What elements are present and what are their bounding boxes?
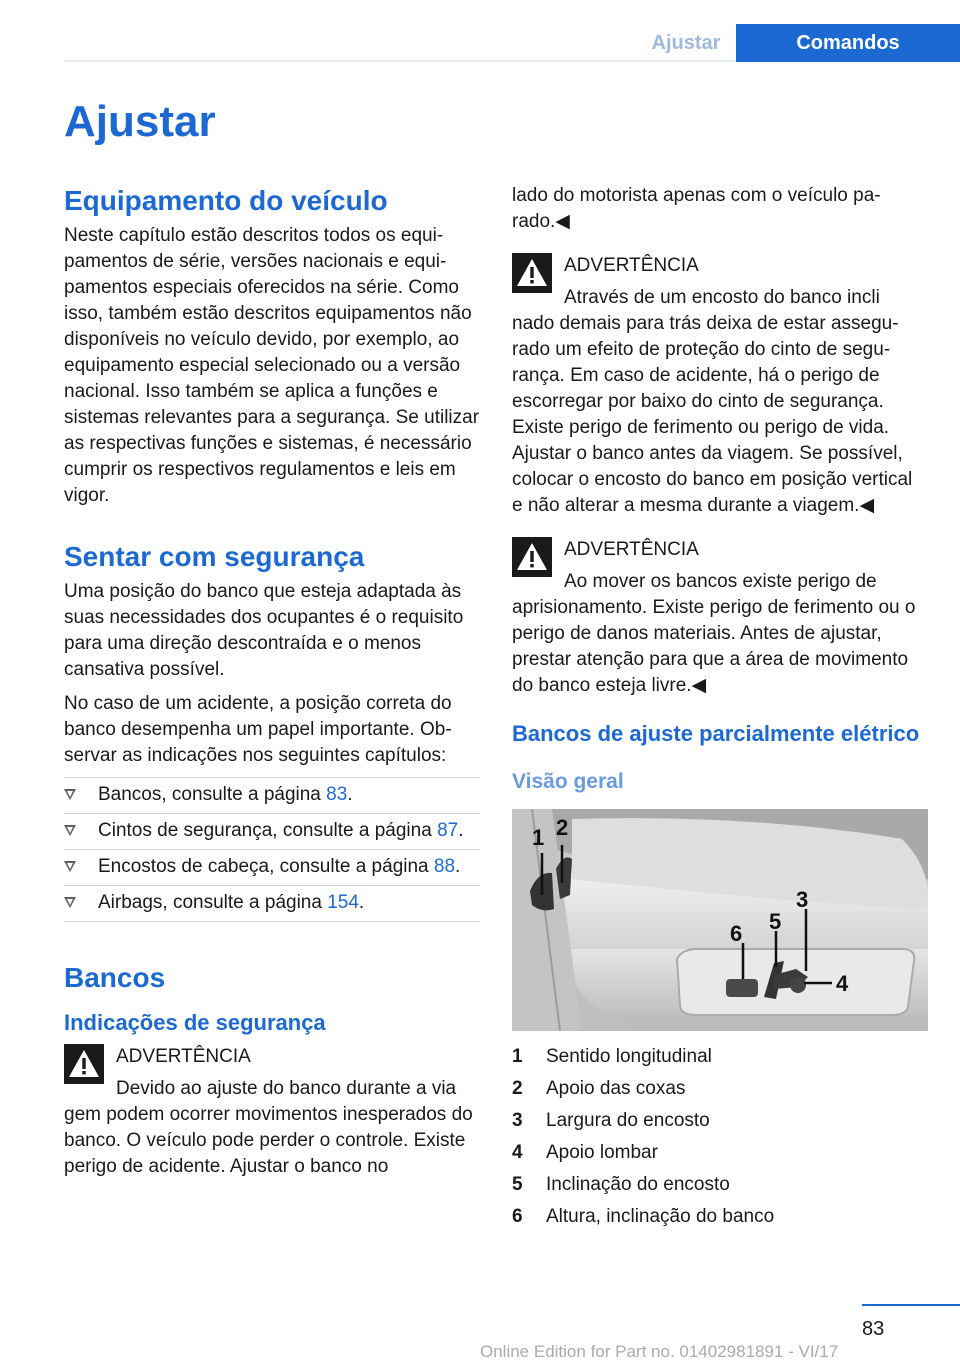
warning-label: ADVERTÊNCIA [564, 539, 699, 560]
bullet-triangle-icon [64, 861, 76, 872]
equipment-paragraph: Neste capítulo estão descritos todos os equipamentos de série, versões nacionais e equipamentos especiais oferecidos na série. Como isso, também estão descritos equipamentos não disponíveis no veículo devido, por exemplo, ao equipamento especial selecionado ou a versão nacional. Isso também se aplica a funções e sistemas relevantes para a segurança. Se utilizar as respectivas funções e sistemas, é necessário cumprir os respectivos regulamentos e leis em vigor. [64, 225, 480, 506]
seat-controls-photo [512, 809, 928, 1031]
list-item: 5 Inclinação do encosto [512, 1174, 730, 1195]
warning-block: ADVERTÊNCIA Ao mover os bancos existe perigo de aprisionamento. Existe perigo de ferimento ou o perigo de danos materiais. Antes de ajustar, prestar atenção para que a área de movimento do banco esteja livre.◀ [512, 537, 928, 699]
warning-block: ADVERTÊNCIA Através de um encosto do banco incli nado demais para trás deixa de estar assegurado um efeito de proteção do cinto de segurança. Em caso de acidente, há o perigo de escorregar por baixo do cinto de segurança. Existe perigo de ferimento ou perigo de vida. Ajustar o banco antes da viagem. Se possível, colocar o encosto do banco em posição vertical e não alterar a mesma durante a viagem.◀ [512, 253, 928, 519]
list-item: 2 Apoio das coxas [512, 1078, 686, 1099]
subsection-title-overview: Visão geral [512, 770, 624, 793]
page-number: 83 [862, 1318, 885, 1340]
warning-label: ADVERTÊNCIA [564, 255, 699, 276]
list-item: Cintos de segurança, consulte a página 87. [64, 814, 480, 850]
header-tab-section[interactable]: Ajustar [651, 31, 721, 54]
page-number-rule [862, 1304, 960, 1306]
photo-label-3: 3 [796, 887, 809, 912]
bullet-triangle-icon [64, 825, 76, 836]
right-column [512, 183, 928, 1233]
seat-controls-illustration [512, 809, 928, 1031]
list-item: 1 Sentido longitudinal [512, 1046, 712, 1067]
page-title: Ajustar [64, 97, 216, 146]
photo-label-5: 5 [769, 909, 782, 934]
list-item: 3 Largura do encosto [512, 1110, 710, 1131]
list-item: Airbags, consulte a página 154. [64, 886, 480, 922]
continued-paragraph: lado do motorista apenas com o veículo parado.◀ [512, 185, 881, 232]
warning-icon [64, 1044, 104, 1084]
section-title-sitting: Sentar com segurança [64, 541, 365, 572]
bullet-triangle-icon [64, 897, 76, 908]
page-link[interactable]: 87 [437, 820, 459, 841]
photo-label-1: 1 [532, 825, 545, 850]
photo-legend [512, 1041, 928, 1233]
photo-label-4: 4 [836, 971, 849, 996]
subsection-title-safety: Indicações de segurança [64, 1010, 326, 1035]
page-link[interactable]: 83 [326, 784, 348, 805]
warning-text: gem podem ocorrer movimentos inesperados do banco. O veículo pode perder o controle. Existe perigo de acidente. Ajustar o banco no [64, 1104, 473, 1177]
header-tab-chapter[interactable]: Comandos [736, 24, 960, 62]
warning-label: ADVERTÊNCIA [116, 1046, 251, 1067]
warning-text: nado demais para trás deixa de estar assegurado um efeito de proteção do cinto de segurança. Em caso de acidente, há o perigo de escorregar por baixo do cinto de segurança. Existe perigo de ferimento ou perigo de vida. Ajustar o banco antes da viagem. Se possível, colocar o encosto do banco em posição vertical e não alterar a mesma durante a viagem.◀ [512, 313, 913, 516]
page-link[interactable]: 154 [327, 892, 359, 913]
photo-label-6: 6 [730, 921, 743, 946]
list-item: Bancos, consulte a página 83. [64, 778, 480, 814]
list-item: 4 Apoio lombar [512, 1142, 658, 1163]
section-title-power-seats: Bancos de ajuste parcialmente elétrico [512, 721, 920, 746]
page-link[interactable]: 88 [433, 856, 456, 877]
warning-icon [512, 537, 552, 577]
warning-block: ADVERTÊNCIA Devido ao ajuste do banco durante a via gem podem ocorrer movimentos inesperados do banco. O veículo pode perder o controle. Existe perigo de acidente. Ajustar o banco no [64, 1044, 480, 1180]
section-title-seats: Bancos [64, 962, 166, 993]
footer-edition: Online Edition for Part no. 01402981891 - VI/17 [480, 1342, 839, 1361]
reference-list [64, 777, 480, 922]
sitting-paragraph-1: Uma posição do banco que esteja adaptada às suas necessidades dos ocupantes é o requisito para uma direção descontraída e o menos cansativa possível. [64, 581, 464, 680]
warning-icon [512, 253, 552, 293]
section-title-equipment: Equipamento do veículo [64, 185, 388, 216]
sitting-paragraph-2: No caso de um acidente, a posição correta do banco desempenha um papel importante. Observar as indicações nos seguintes capítulos: [64, 693, 452, 766]
list-item: Encostos de cabeça, consulte a página 88. [64, 850, 480, 886]
photo-label-2: 2 [556, 815, 569, 840]
bullet-triangle-icon [64, 789, 76, 800]
list-item: 6 Altura, inclinação do banco [512, 1206, 775, 1227]
left-column [64, 183, 480, 1180]
warning-text: aprisionamento. Existe perigo de ferimento ou o perigo de danos materiais. Antes de ajustar, prestar atenção para que a área de movimento do banco esteja livre.◀ [512, 597, 916, 696]
